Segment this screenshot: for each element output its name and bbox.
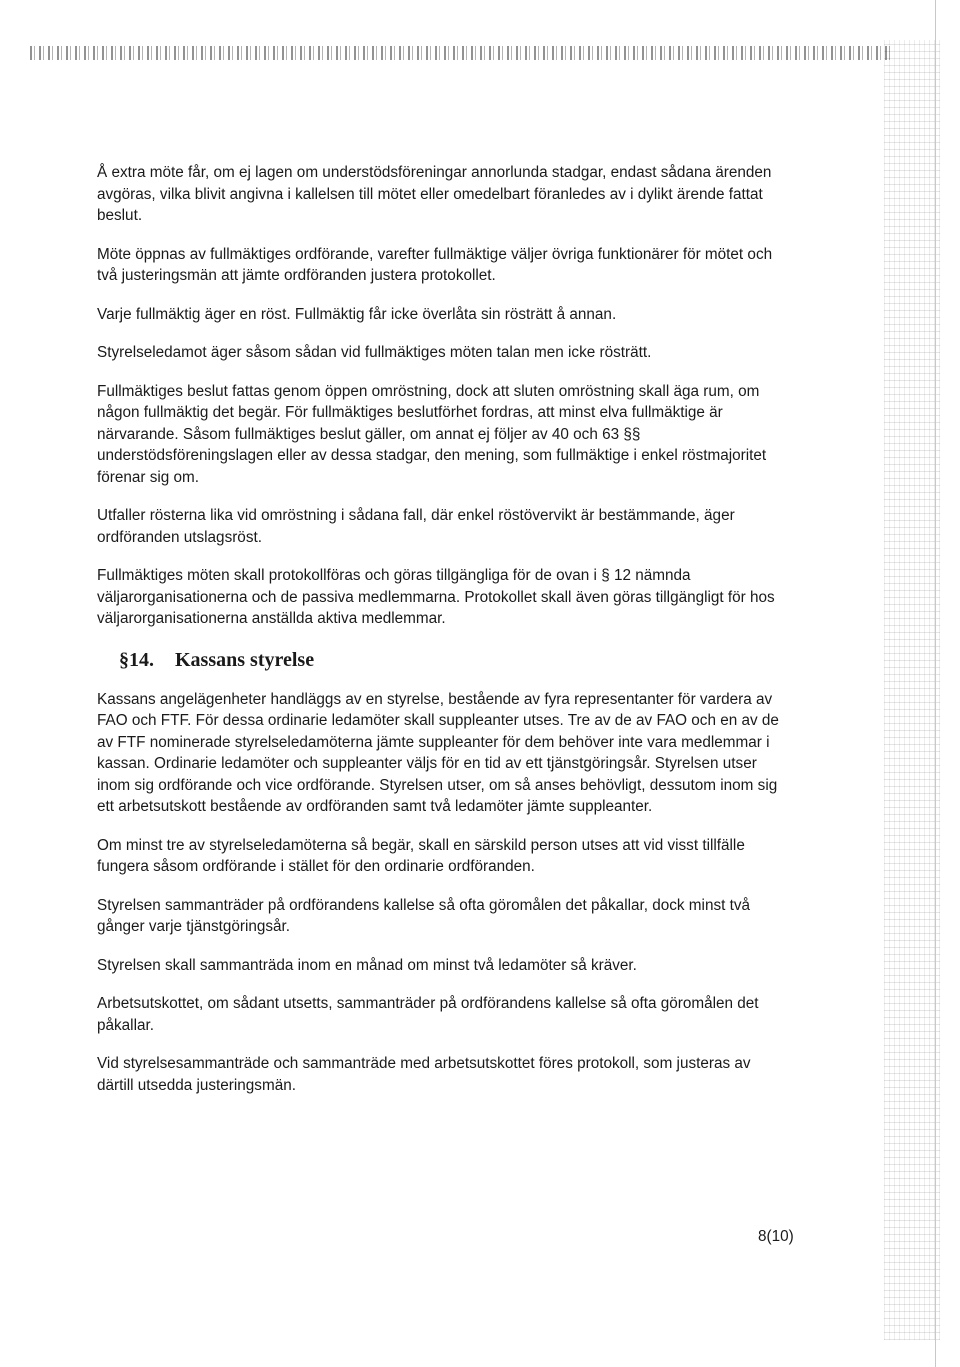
section-heading xyxy=(119,647,787,673)
paragraph-substitute-chair: Om minst tre av styrelseledamöterna så begär, skall en särskild person utses att vid visst tillfälle fungera såsom ordförande i stället för den ordinarie ordföranden. xyxy=(97,836,745,875)
page-number: 8(10) xyxy=(758,1228,794,1245)
paragraph-voting-procedure: Fullmäktiges beslut fattas genom öppen omröstning, dock att sluten omröstning skall äga rum, om någon fullmäktig det begär. För fullmäktiges beslutförhet fordras, att minst elva fullmäktige är närvarande. Såsom fullmäktiges beslut gäller, om annat ej följer av 40 och 63 §§ understödsföreningslagen eller av dessa stadgar, den mening, som fullmäktige i enkel röstmajoritet förenar sig om. xyxy=(97,382,767,486)
section-number: §14. xyxy=(119,648,154,671)
scan-edge-line xyxy=(935,0,936,1367)
paragraph-board-minutes: Vid styrelsesammanträde och sammanträde med arbetsutskottet föres protokoll, som justeras av därtill utsedda justeringsmän. xyxy=(97,1055,751,1094)
paragraph-board-member-rights: Styrelseledamot äger såsom sådan vid fullmäktiges möten talan men icke rösträtt. xyxy=(97,344,652,361)
paragraph-meeting-on-request: Styrelsen skall sammanträda inom en månad om minst två ledamöter så kräver. xyxy=(97,956,637,974)
paragraph-tie-vote: Utfaller rösterna lika vid omröstning i sådana fall, där enkel röstövervikt är bestämmande, äger ordföranden utslagsröst. xyxy=(97,507,735,546)
section-title: Kassans styrelse xyxy=(175,648,315,671)
document-body xyxy=(97,162,787,1096)
paragraph-board-composition: Kassans angelägenheter handläggs av en styrelse, bestående av fyra representanter för vardera av FAO och FTF. För dessa ordinarie ledamöter skall suppleanter utses. Tre av de av FAO och en av de av FTF nominerade styrelseledamöterna jämte suppleanter för dem behöver inte vara medlemmar i kassan. Ordinarie ledamöter och suppleanter väljs för en tid av ett tjänstgöringsår. Styrelsen utser inom sig ordförande och vice ordförande. Styrelsen utser, om så anses behövligt, dessutom inom sig ett arbetsutskott bestående av ordföranden samt två ledamöter jämte suppleanter. xyxy=(97,690,779,815)
paragraph-board-meetings: Styrelsen sammanträder på ordförandens kallelse så ofta göromålen det påkallar, dock minst två gånger varje tjänstgöringsår. xyxy=(97,896,751,935)
paragraph-working-committee: Arbetsutskottet, om sådant utsetts, sammanträder på ordförandens kallelse så ofta göromålen det påkallar. xyxy=(97,995,759,1034)
scan-artifact-right-edge xyxy=(884,40,940,1340)
scan-artifact-top xyxy=(30,46,890,60)
paragraph-meeting-opening: Möte öppnas av fullmäktiges ordförande, varefter fullmäktige väljer övriga funktionärer för mötet och två justeringsmän att jämte ordföranden justera protokollet. xyxy=(97,245,773,284)
paragraph-extra-meeting: Å extra möte får, om ej lagen om understödsföreningar annorlunda stadgar, endast sådana ärenden avgöras, vilka blivit angivna i kallelsen till mötet eller omedelbart föranledes av i dylikt ärende fattat beslut. xyxy=(97,164,772,224)
paragraph-minutes: Fullmäktiges möten skall protokollföras och göras tillgängliga för de ovan i § 12 nämnda väljarorganisationerna och de passiva medlemmarna. Protokollet skall även göras tillgängligt för hos väljarorganisationerna anställda aktiva medlemmar. xyxy=(97,567,775,627)
paragraph-one-vote: Varje fullmäktig äger en röst. Fullmäktig får icke överlåta sin rösträtt å annan. xyxy=(97,305,617,323)
